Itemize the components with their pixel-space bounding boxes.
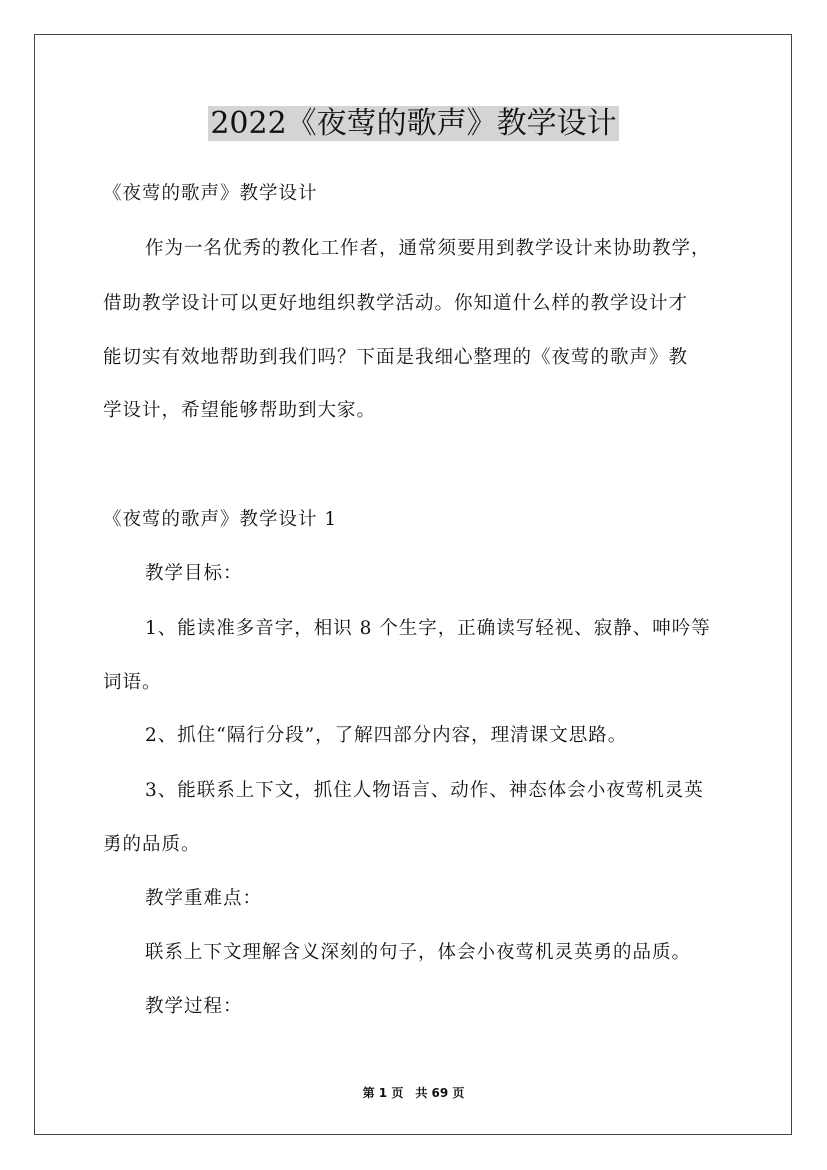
goal-line-5: 勇的品质。 [103,834,201,855]
key-points-text: 联系上下文理解含义深刻的句子，体会小夜莺机灵英勇的品质。 [145,942,692,963]
goals-label: 教学目标： [145,563,243,584]
document-subtitle: 《夜莺的歌声》教学设计 [103,183,318,204]
goal-line-4: 3、能联系上下文，抓住人物语言、动作、神态体会小夜莺机灵英 [145,780,704,801]
intro-line-4: 学设计，希望能够帮助到大家。 [103,400,377,421]
goal-line-2: 词语。 [103,672,162,693]
page-footer: 第 1 页 共 69 页 [362,1086,465,1100]
process-label: 教学过程： [145,996,243,1017]
document-title-text: 2022《夜莺的歌声》教学设计 [210,106,617,141]
key-points-label: 教学重难点： [145,888,263,909]
section-heading: 《夜莺的歌声》教学设计 1 [103,509,338,530]
goal-line-1: 1、能读准多音字，相识 8 个生字，正确读写轻视、寂静、呻吟等 [145,618,711,639]
document-title [0,104,827,144]
intro-line-2: 借助教学设计可以更好地组织教学活动。你知道什么样的教学设计才 [103,293,689,314]
intro-line-1: 作为一名优秀的教化工作者，通常须要用到教学设计来协助教学， [145,238,711,259]
goal-line-3: 2、抓住“隔行分段”，了解四部分内容，理清课文思路。 [145,725,628,746]
intro-line-3: 能切实有效地帮助到我们吗？下面是我细心整理的《夜莺的歌声》教 [103,347,689,368]
